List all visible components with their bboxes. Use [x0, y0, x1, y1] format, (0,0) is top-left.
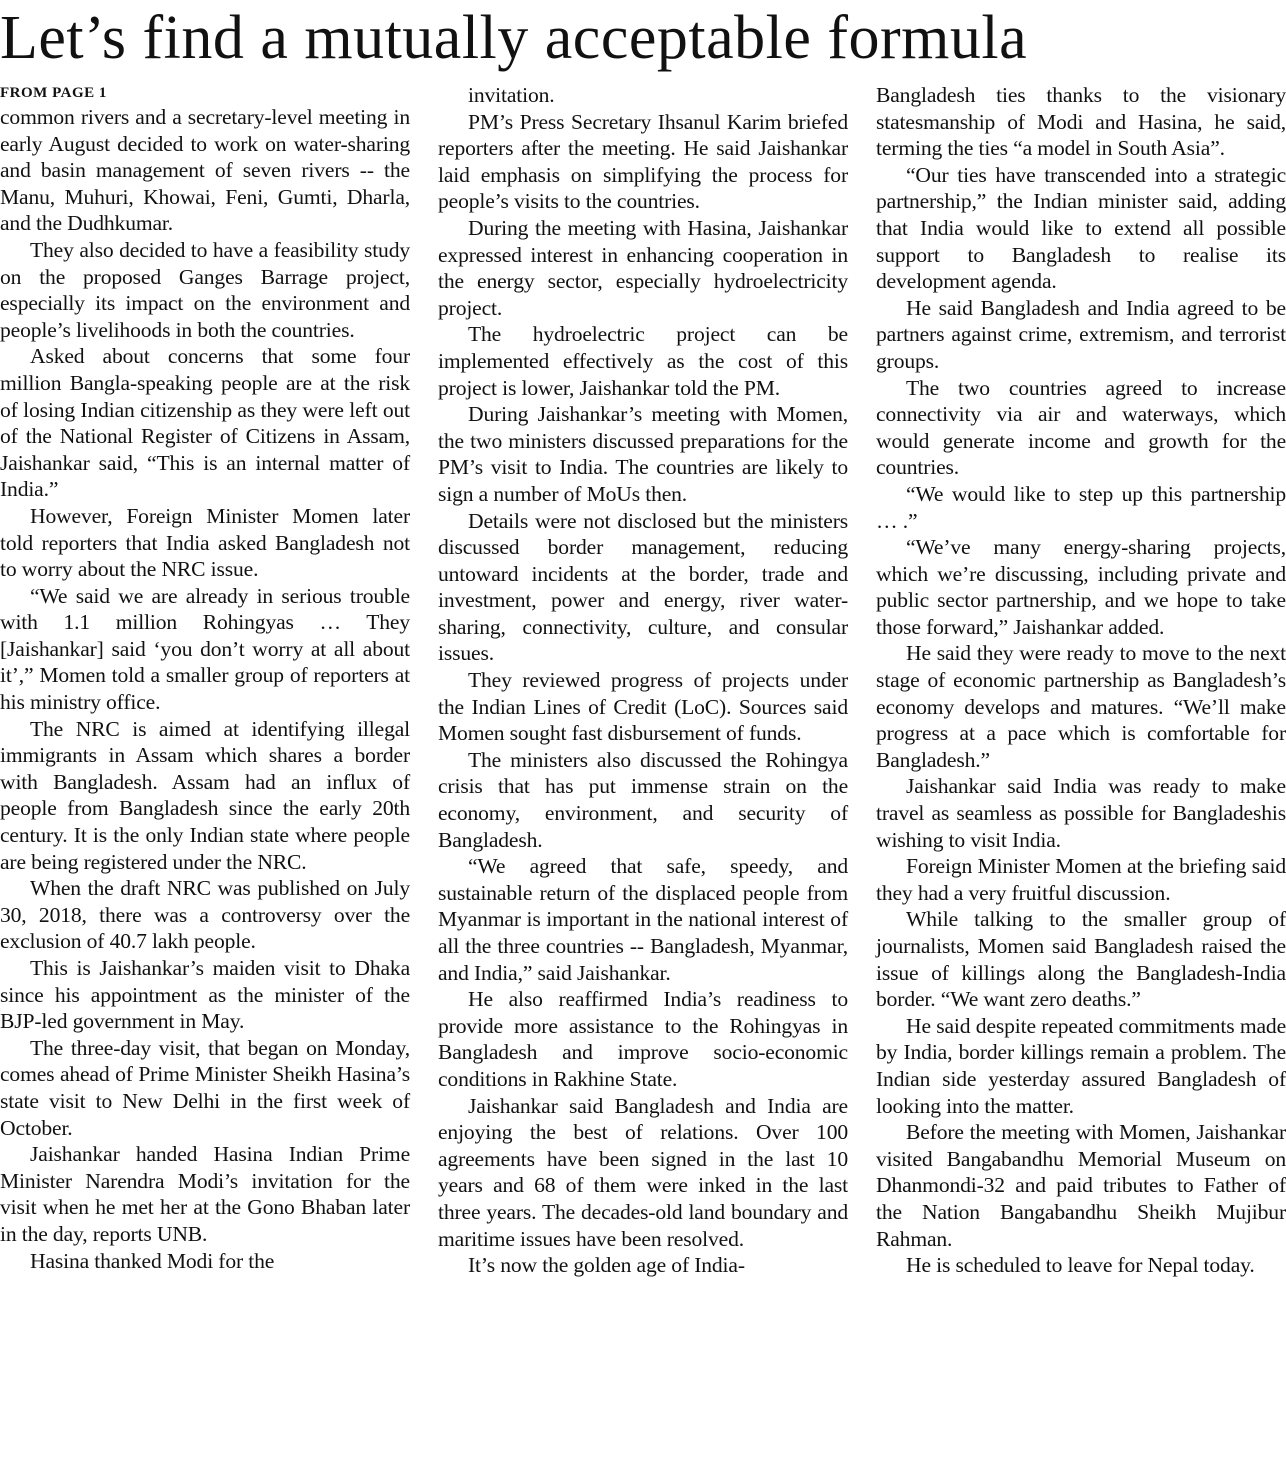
paragraph: “We agreed that safe, speedy, and sustainable return of the displaced people from Myanmar is important in the national interest of all the three countries -- Bangladesh, Myanmar, and India,” said Jaishankar.	[438, 854, 848, 985]
paragraph: common rivers and a secretary-level meeting in early August decided to work on water-sharing and basin management of seven rivers -- the Manu, Muhuri, Khowai, Feni, Gumti, Dharla, and the Dudhkumar.	[0, 105, 410, 236]
paragraph: invitation.	[468, 83, 555, 107]
paragraph: Asked about concerns that some four million Bangla-speaking people are at the risk of losing Indian citizenship as they were left out of the National Register of Citizens in Assam, Jaishankar said, “This is an internal matter of India.”	[0, 344, 410, 502]
paragraph: It’s now the golden age of India-	[468, 1253, 745, 1278]
paragraph: “We would like to step up this partnership … .”	[876, 481, 1286, 533]
paragraph: The ministers also discussed the Rohingya crisis that has put immense strain on the economy, environment, and security of Bangladesh.	[438, 747, 848, 852]
paragraph: This is Jaishankar’s maiden visit to Dhaka since his appointment as the minister of the BJP-led government in May.	[0, 956, 410, 1034]
continued-from-label: FROM PAGE 1	[0, 85, 107, 101]
article-column-3	[876, 82, 1286, 1279]
paragraph: Jaishankar handed Hasina Indian Prime Minister Narendra Modi’s invitation for the visit when he met her at the Gono Bhaban later in the day, reports UNB.	[0, 1142, 410, 1246]
paragraph: Before the meeting with Momen, Jaishankar visited Bangabandhu Memorial Museum on Dhanmondi-32 and paid tributes to Father of the Nation Bangabandhu Sheikh Mujibur Rahman.	[876, 1120, 1286, 1251]
paragraph: During Jaishankar’s meeting with Momen, the two ministers discussed preparations for the PM’s visit to India. The countries are likely to sign a number of MoUs then.	[438, 402, 848, 506]
paragraph: He said they were ready to move to the next stage of economic partnership as Bangladesh’s economy develops and matures. “We’ll make progress at a pace which is comfortable for Bangladesh.”	[876, 641, 1286, 772]
paragraph: He said Bangladesh and India agreed to be partners against crime, extremism, and terrorist groups.	[876, 295, 1286, 373]
article-column-2	[438, 82, 848, 1279]
paragraph: The three-day visit, that began on Monday, comes ahead of Prime Minister Sheikh Hasina’s state visit to New Delhi in the first week of October.	[0, 1035, 410, 1140]
paragraph: PM’s Press Secretary Ihsanul Karim briefed reporters after the meeting. He said Jaishankar laid emphasis on simplifying the process for people’s visits to the countries.	[438, 109, 848, 214]
paragraph: “We said we are already in serious trouble with 1.1 million Rohingyas … They [Jaishankar] said ‘you don’t worry at all about it’,” Momen told a smaller group of reporters at his ministry office.	[0, 583, 410, 715]
paragraph: “We’ve many energy-sharing projects, which we’re discussing, including private and public sector partnership, and we hope to take those forward,” Jaishankar added.	[876, 535, 1286, 639]
paragraph: When the draft NRC was published on July 30, 2018, there was a controversy over the exclusion of 40.7 lakh people.	[0, 876, 410, 954]
paragraph: He said despite repeated commitments made by India, border killings remain a problem. The Indian side yesterday assured Bangladesh of looking into the matter.	[876, 1013, 1286, 1118]
paragraph: They reviewed progress of projects under the Indian Lines of Credit (LoC). Sources said Momen sought fast disbursement of funds.	[438, 668, 848, 746]
article-column-1	[0, 82, 410, 1274]
paragraph: Bangladesh ties thanks to the visionary statesmanship of Modi and Hasina, he said, terming the ties “a model in South Asia”.	[876, 83, 1286, 161]
paragraph: Jaishankar said Bangladesh and India are enjoying the best of relations. Over 100 agreements have been signed in the last 10 years and 68 of them were inked in the last three years. The decades-old land boundary and maritime issues have been resolved.	[438, 1093, 848, 1251]
paragraph: During the meeting with Hasina, Jaishankar expressed interest in enhancing cooperation in the energy sector, especially hydroelectricity project.	[438, 215, 848, 320]
paragraph: The two countries agreed to increase connectivity via air and waterways, which would generate income and growth for the countries.	[876, 375, 1286, 480]
paragraph: “Our ties have transcended into a strategic partnership,” the Indian minister said, adding that India would like to extend all possible support to Bangladesh to realise its development agenda.	[876, 162, 1286, 294]
headline: Let’s find a mutually acceptable formula	[0, 4, 1028, 72]
paragraph: While talking to the smaller group of journalists, Momen said Bangladesh raised the issue of killings along the Bangladesh-India border. “We want zero deaths.”	[876, 907, 1286, 1012]
paragraph: He is scheduled to leave for Nepal today.	[906, 1253, 1255, 1278]
paragraph: Details were not disclosed but the ministers discussed border management, reducing untoward incidents at the border, trade and investment, power and energy, river water-sharing, connectivity, culture, and consular issues.	[438, 508, 848, 666]
paragraph: Hasina thanked Modi for the	[30, 1248, 275, 1273]
paragraph: The NRC is aimed at identifying illegal immigrants in Assam which shares a border with Bangladesh. Assam had an influx of people from Bangladesh since the early 20th century. It is the only Indian state where people are being registered under the NRC.	[0, 716, 410, 874]
paragraph: He also reaffirmed India’s readiness to provide more assistance to the Rohingyas in Bangladesh and improve socio-economic conditions in Rakhine State.	[438, 987, 848, 1091]
paragraph: The hydroelectric project can be implemented effectively as the cost of this project is lower, Jaishankar told the PM.	[438, 322, 848, 400]
paragraph: Foreign Minister Momen at the briefing said they had a very fruitful discussion.	[876, 854, 1286, 905]
paragraph: However, Foreign Minister Momen later told reporters that India asked Bangladesh not to worry about the NRC issue.	[0, 503, 410, 582]
paragraph: They also decided to have a feasibility study on the proposed Ganges Barrage project, especially its impact on the environment and people’s livelihoods in both the countries.	[0, 237, 410, 342]
paragraph: Jaishankar said India was ready to make travel as seamless as possible for Bangladeshis wishing to visit India.	[876, 774, 1286, 852]
